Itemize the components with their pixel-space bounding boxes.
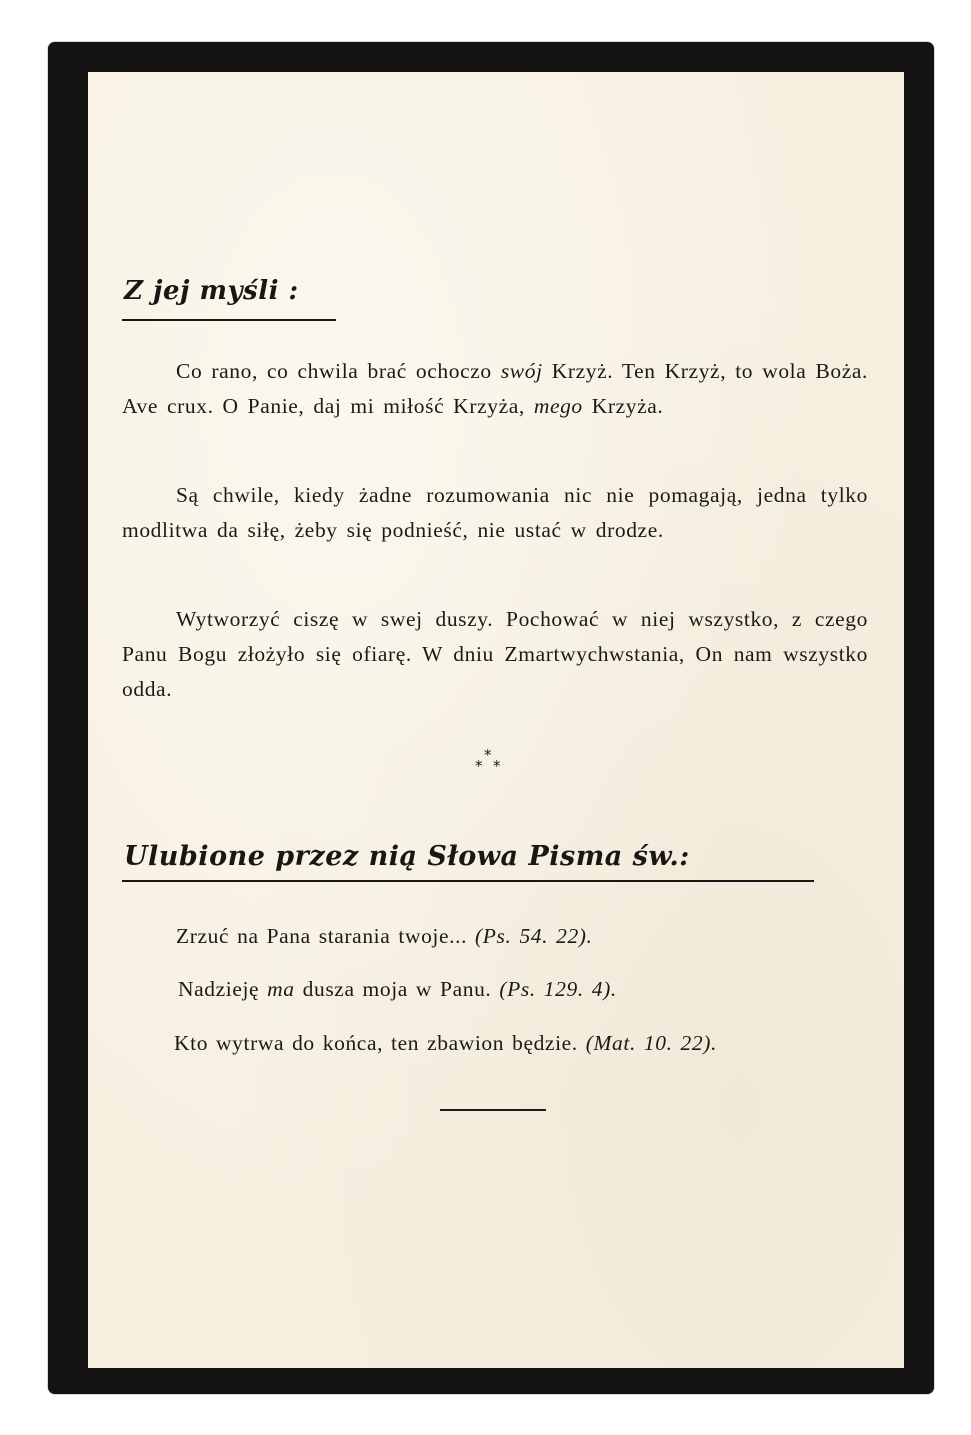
scripture-heading-underline — [122, 880, 814, 882]
quote-reference: (Ps. 54. 22). — [475, 924, 593, 948]
thoughts-heading-underline — [122, 319, 336, 321]
star-mark: * — [484, 746, 492, 764]
thought-paragraph: Są chwile, kiedy żadne rozumowania nic nie pomagają, jedna tylko modlitwa da siłę, żeby się podnieść, nie ustać w drodze. — [122, 483, 868, 542]
thoughts-heading: Z jej myśli : — [124, 276, 299, 306]
quote-reference: (Mat. 10. 22). — [585, 1031, 717, 1055]
asterism-separator — [470, 746, 514, 782]
thought-paragraph: Wytworzyć ciszę w swej duszy. Pochować w niej wszystko, z czego Panu Bogu złożyło się ofiarę. W dniu Zmartwychwstania, On nam wszystko odda. — [122, 607, 868, 701]
scripture-quote: Kto wytrwa do końca, ten zbawion będzie. (Mat. 10. 22). — [174, 1031, 717, 1055]
scripture-quote: Nadzieję ma dusza moja w Panu. (Ps. 129. 4). — [178, 977, 617, 1001]
thought-paragraph: Co rano, co chwila brać ochoczo swój Krzyż. Ten Krzyż, to wola Boża. Ave crux. O Panie, daj mi miłość Krzyża, mego Krzyża. — [122, 359, 868, 418]
card-paper — [88, 72, 904, 1368]
scripture-quote: Zrzuć na Pana starania twoje... (Ps. 54. 22). — [176, 924, 593, 948]
quote-reference: (Ps. 129. 4). — [499, 977, 617, 1001]
closing-rule — [440, 1109, 546, 1111]
scripture-heading: Ulubione przez nią Słowa Pisma św.: — [124, 841, 690, 872]
star-mark: * — [493, 757, 501, 775]
star-mark: * — [475, 757, 483, 775]
